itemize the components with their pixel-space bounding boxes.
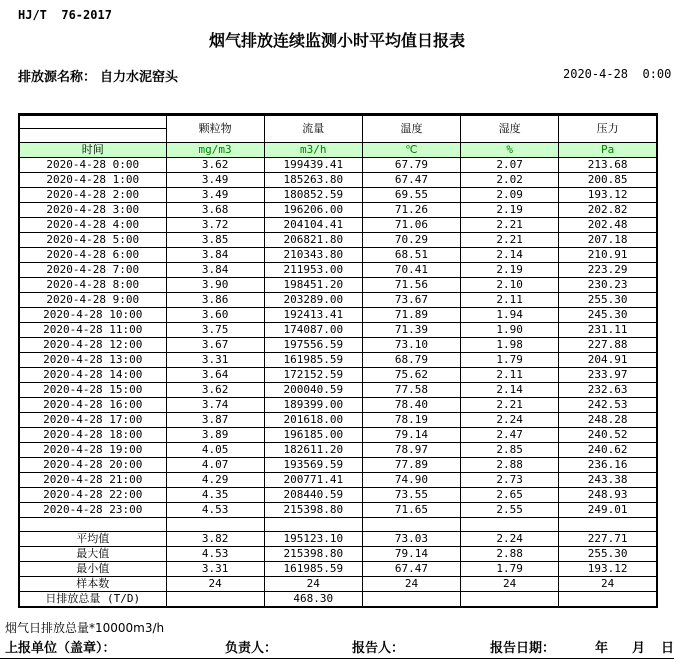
time-cell: 2020-4-28 18:00 (19, 428, 166, 443)
time-cell: 2020-4-28 16:00 (19, 398, 166, 413)
value-cell: 200040.59 (264, 383, 362, 398)
value-cell: 3.64 (166, 368, 264, 383)
value-cell: 223.29 (559, 263, 657, 278)
empty-cell (264, 518, 362, 532)
value-cell: 3.62 (166, 383, 264, 398)
unit-temperature: ℃ (362, 143, 460, 158)
summary-value-cell: 255.30 (559, 547, 657, 562)
value-cell: 71.56 (362, 278, 460, 293)
month-label: 月 (632, 641, 646, 656)
value-cell: 233.97 (559, 368, 657, 383)
empty-cell (166, 518, 264, 532)
value-cell: 197556.59 (264, 338, 362, 353)
time-cell: 2020-4-28 11:00 (19, 323, 166, 338)
summary-value-cell: 67.47 (362, 562, 460, 577)
value-cell: 204104.41 (264, 218, 362, 233)
summary-row (19, 532, 657, 547)
time-cell: 2020-4-28 14:00 (19, 368, 166, 383)
value-cell: 2.85 (461, 443, 559, 458)
value-cell: 192413.41 (264, 308, 362, 323)
value-cell: 2.65 (461, 488, 559, 503)
time-cell: 2020-4-28 1:00 (19, 173, 166, 188)
value-cell: 69.55 (362, 188, 460, 203)
summary-value-cell: 2.24 (461, 532, 559, 547)
summary-value-cell: 215398.80 (264, 547, 362, 562)
signature-row (0, 637, 674, 657)
value-cell: 2.47 (461, 428, 559, 443)
unit-particulate: mg/m3 (166, 143, 264, 158)
value-cell: 71.26 (362, 203, 460, 218)
table-row (19, 458, 657, 473)
value-cell: 248.93 (559, 488, 657, 503)
header-corner-top (19, 115, 166, 129)
report-table (18, 113, 658, 608)
summary-value-cell: 24 (461, 577, 559, 592)
time-cell: 2020-4-28 13:00 (19, 353, 166, 368)
time-cell: 2020-4-28 17:00 (19, 413, 166, 428)
summary-rows (19, 532, 657, 608)
value-cell: 249.01 (559, 503, 657, 518)
summary-label-cell: 最小值 (19, 562, 166, 577)
time-cell: 2020-4-28 19:00 (19, 443, 166, 458)
reporter-label: 报告人： (352, 641, 405, 656)
table-row (19, 188, 657, 203)
value-cell: 199439.41 (264, 158, 362, 173)
day-label: 日 (661, 641, 674, 656)
value-cell: 2.21 (461, 233, 559, 248)
summary-value-cell: 1.79 (461, 562, 559, 577)
value-cell: 2.21 (461, 218, 559, 233)
value-cell: 174087.00 (264, 323, 362, 338)
value-cell: 4.29 (166, 473, 264, 488)
value-cell: 189399.00 (264, 398, 362, 413)
time-cell: 2020-4-28 15:00 (19, 383, 166, 398)
time-cell: 2020-4-28 7:00 (19, 263, 166, 278)
value-cell: 2.19 (461, 203, 559, 218)
value-cell: 227.88 (559, 338, 657, 353)
table-row (19, 263, 657, 278)
value-cell: 3.49 (166, 188, 264, 203)
value-cell: 201618.00 (264, 413, 362, 428)
value-cell: 68.79 (362, 353, 460, 368)
value-cell: 4.53 (166, 503, 264, 518)
value-cell: 71.39 (362, 323, 460, 338)
table-row (19, 383, 657, 398)
source-name-value: 自力水泥窑头 (100, 70, 179, 85)
summary-value-cell: 161985.59 (264, 562, 362, 577)
column-header-humidity: 湿度 (461, 115, 559, 143)
value-cell: 2.14 (461, 383, 559, 398)
value-cell: 2.55 (461, 503, 559, 518)
value-cell: 2.02 (461, 173, 559, 188)
value-cell: 71.89 (362, 308, 460, 323)
unit-row (19, 143, 657, 158)
data-rows (19, 158, 657, 532)
summary-value-cell: 24 (559, 577, 657, 592)
summary-value-cell (166, 592, 264, 608)
summary-value-cell: 3.31 (166, 562, 264, 577)
table-row (19, 218, 657, 233)
value-cell: 1.94 (461, 308, 559, 323)
value-cell: 161985.59 (264, 353, 362, 368)
summary-value-cell: 468.30 (264, 592, 362, 608)
value-cell: 210.91 (559, 248, 657, 263)
table-row (19, 323, 657, 338)
summary-value-cell: 2.88 (461, 547, 559, 562)
unit-pressure: Pa (559, 143, 657, 158)
value-cell: 231.11 (559, 323, 657, 338)
table-row (19, 503, 657, 518)
value-cell: 2.73 (461, 473, 559, 488)
column-header-flow: 流量 (264, 115, 362, 143)
value-cell: 78.19 (362, 413, 460, 428)
value-cell: 71.06 (362, 218, 460, 233)
summary-label-cell: 平均值 (19, 532, 166, 547)
value-cell: 3.62 (166, 158, 264, 173)
value-cell: 196206.00 (264, 203, 362, 218)
value-cell: 206821.80 (264, 233, 362, 248)
value-cell: 245.30 (559, 308, 657, 323)
summary-value-cell: 227.71 (559, 532, 657, 547)
value-cell: 236.16 (559, 458, 657, 473)
time-cell: 2020-4-28 0:00 (19, 158, 166, 173)
empty-row (19, 518, 657, 532)
summary-value-cell: 3.82 (166, 532, 264, 547)
table-row (19, 158, 657, 173)
summary-value-cell (461, 592, 559, 608)
summary-label-cell: 日排放总量 (T/D) (19, 592, 166, 608)
value-cell: 3.87 (166, 413, 264, 428)
value-cell: 4.35 (166, 488, 264, 503)
value-cell: 2.10 (461, 278, 559, 293)
value-cell: 3.89 (166, 428, 264, 443)
total-emission-note: 烟气日排放总量*10000m3/h (5, 621, 165, 635)
value-cell: 67.47 (362, 173, 460, 188)
summary-value-cell (362, 592, 460, 608)
value-cell: 79.14 (362, 428, 460, 443)
value-cell: 1.98 (461, 338, 559, 353)
responsible-person-label: 负责人： (225, 641, 278, 656)
table-row (19, 203, 657, 218)
time-cell: 2020-4-28 23:00 (19, 503, 166, 518)
summary-row (19, 547, 657, 562)
value-cell: 211953.00 (264, 263, 362, 278)
value-cell: 3.75 (166, 323, 264, 338)
value-cell: 232.63 (559, 383, 657, 398)
empty-cell (461, 518, 559, 532)
value-cell: 2.14 (461, 248, 559, 263)
value-cell: 200.85 (559, 173, 657, 188)
summary-row (19, 592, 657, 608)
empty-cell (362, 518, 460, 532)
time-cell: 2020-4-28 22:00 (19, 488, 166, 503)
value-cell: 68.51 (362, 248, 460, 263)
source-name-label: 排放源名称： (18, 70, 97, 85)
value-cell: 77.89 (362, 458, 460, 473)
value-cell: 196185.00 (264, 428, 362, 443)
time-cell: 2020-4-28 4:00 (19, 218, 166, 233)
summary-value-cell: 73.03 (362, 532, 460, 547)
value-cell: 3.72 (166, 218, 264, 233)
report-date-label: 报告日期： (490, 641, 556, 656)
value-cell: 193.12 (559, 188, 657, 203)
table-row (19, 353, 657, 368)
time-cell: 2020-4-28 6:00 (19, 248, 166, 263)
value-cell: 3.85 (166, 233, 264, 248)
time-cell: 2020-4-28 12:00 (19, 338, 166, 353)
table-row (19, 473, 657, 488)
summary-row (19, 577, 657, 592)
time-cell: 2020-4-28 20:00 (19, 458, 166, 473)
value-cell: 210343.80 (264, 248, 362, 263)
time-cell: 2020-4-28 10:00 (19, 308, 166, 323)
value-cell: 3.60 (166, 308, 264, 323)
value-cell: 204.91 (559, 353, 657, 368)
value-cell: 70.41 (362, 263, 460, 278)
value-cell: 242.53 (559, 398, 657, 413)
value-cell: 78.97 (362, 443, 460, 458)
header-row-top (19, 115, 657, 129)
page-title: 烟气排放连续监测小时平均值日报表 (208, 31, 465, 50)
table-row (19, 428, 657, 443)
summary-label-cell: 最大值 (19, 547, 166, 562)
column-header-particulate: 颗粒物 (166, 115, 264, 143)
time-cell: 2020-4-28 5:00 (19, 233, 166, 248)
value-cell: 2.07 (461, 158, 559, 173)
year-label: 年 (595, 641, 609, 656)
table-row (19, 248, 657, 263)
table-row (19, 173, 657, 188)
value-cell: 3.90 (166, 278, 264, 293)
value-cell: 200771.41 (264, 473, 362, 488)
value-cell: 208440.59 (264, 488, 362, 503)
value-cell: 182611.20 (264, 443, 362, 458)
unit-humidity: % (461, 143, 559, 158)
summary-value-cell: 195123.10 (264, 532, 362, 547)
time-cell: 2020-4-28 3:00 (19, 203, 166, 218)
value-cell: 180852.59 (264, 188, 362, 203)
table-row (19, 398, 657, 413)
value-cell: 240.62 (559, 443, 657, 458)
summary-row (19, 562, 657, 577)
value-cell: 3.31 (166, 353, 264, 368)
value-cell: 73.55 (362, 488, 460, 503)
table-row (19, 368, 657, 383)
table-row (19, 233, 657, 248)
table-row (19, 278, 657, 293)
value-cell: 255.30 (559, 293, 657, 308)
value-cell: 215398.80 (264, 503, 362, 518)
bottom-divider (0, 658, 674, 659)
summary-value-cell (559, 592, 657, 608)
reporting-unit-label: 上报单位（盖章）： (5, 641, 116, 656)
value-cell: 185263.80 (264, 173, 362, 188)
value-cell: 2.19 (461, 263, 559, 278)
value-cell: 78.40 (362, 398, 460, 413)
value-cell: 3.86 (166, 293, 264, 308)
value-cell: 2.09 (461, 188, 559, 203)
summary-value-cell: 24 (166, 577, 264, 592)
value-cell: 203289.00 (264, 293, 362, 308)
column-header-temperature: 温度 (362, 115, 460, 143)
unit-flow: m3/h (264, 143, 362, 158)
value-cell: 2.24 (461, 413, 559, 428)
time-cell: 2020-4-28 9:00 (19, 293, 166, 308)
summary-value-cell: 24 (362, 577, 460, 592)
value-cell: 3.74 (166, 398, 264, 413)
time-column-header: 时间 (19, 143, 166, 158)
value-cell: 3.84 (166, 263, 264, 278)
value-cell: 213.68 (559, 158, 657, 173)
table-row (19, 443, 657, 458)
empty-cell (559, 518, 657, 532)
value-cell: 3.68 (166, 203, 264, 218)
value-cell: 77.58 (362, 383, 460, 398)
summary-value-cell: 193.12 (559, 562, 657, 577)
table-row (19, 338, 657, 353)
value-cell: 67.79 (362, 158, 460, 173)
summary-value-cell: 24 (264, 577, 362, 592)
time-cell: 2020-4-28 21:00 (19, 473, 166, 488)
value-cell: 248.28 (559, 413, 657, 428)
value-cell: 198451.20 (264, 278, 362, 293)
value-cell: 1.90 (461, 323, 559, 338)
empty-cell (19, 518, 166, 532)
value-cell: 207.18 (559, 233, 657, 248)
time-cell: 2020-4-28 8:00 (19, 278, 166, 293)
value-cell: 202.82 (559, 203, 657, 218)
summary-value-cell: 4.53 (166, 547, 264, 562)
value-cell: 3.67 (166, 338, 264, 353)
value-cell: 1.79 (461, 353, 559, 368)
value-cell: 3.49 (166, 173, 264, 188)
value-cell: 2.11 (461, 293, 559, 308)
value-cell: 71.65 (362, 503, 460, 518)
value-cell: 73.67 (362, 293, 460, 308)
value-cell: 240.52 (559, 428, 657, 443)
value-cell: 2.11 (461, 368, 559, 383)
table-row (19, 293, 657, 308)
time-cell: 2020-4-28 2:00 (19, 188, 166, 203)
value-cell: 75.62 (362, 368, 460, 383)
table-row (19, 308, 657, 323)
value-cell: 4.07 (166, 458, 264, 473)
value-cell: 70.29 (362, 233, 460, 248)
value-cell: 230.23 (559, 278, 657, 293)
summary-value-cell: 79.14 (362, 547, 460, 562)
value-cell: 193569.59 (264, 458, 362, 473)
value-cell: 3.84 (166, 248, 264, 263)
value-cell: 243.38 (559, 473, 657, 488)
value-cell: 172152.59 (264, 368, 362, 383)
table-row (19, 413, 657, 428)
value-cell: 73.10 (362, 338, 460, 353)
column-header-pressure: 压力 (559, 115, 657, 143)
header-corner-bottom (19, 129, 166, 143)
report-datetime: 2020-4-28 0:00 (563, 67, 672, 81)
value-cell: 202.48 (559, 218, 657, 233)
summary-label-cell: 样本数 (19, 577, 166, 592)
table-row (19, 488, 657, 503)
standard-number: HJ/T 76-2017 (18, 8, 112, 22)
meta-row (0, 66, 674, 84)
value-cell: 74.90 (362, 473, 460, 488)
value-cell: 4.05 (166, 443, 264, 458)
value-cell: 2.21 (461, 398, 559, 413)
value-cell: 2.88 (461, 458, 559, 473)
